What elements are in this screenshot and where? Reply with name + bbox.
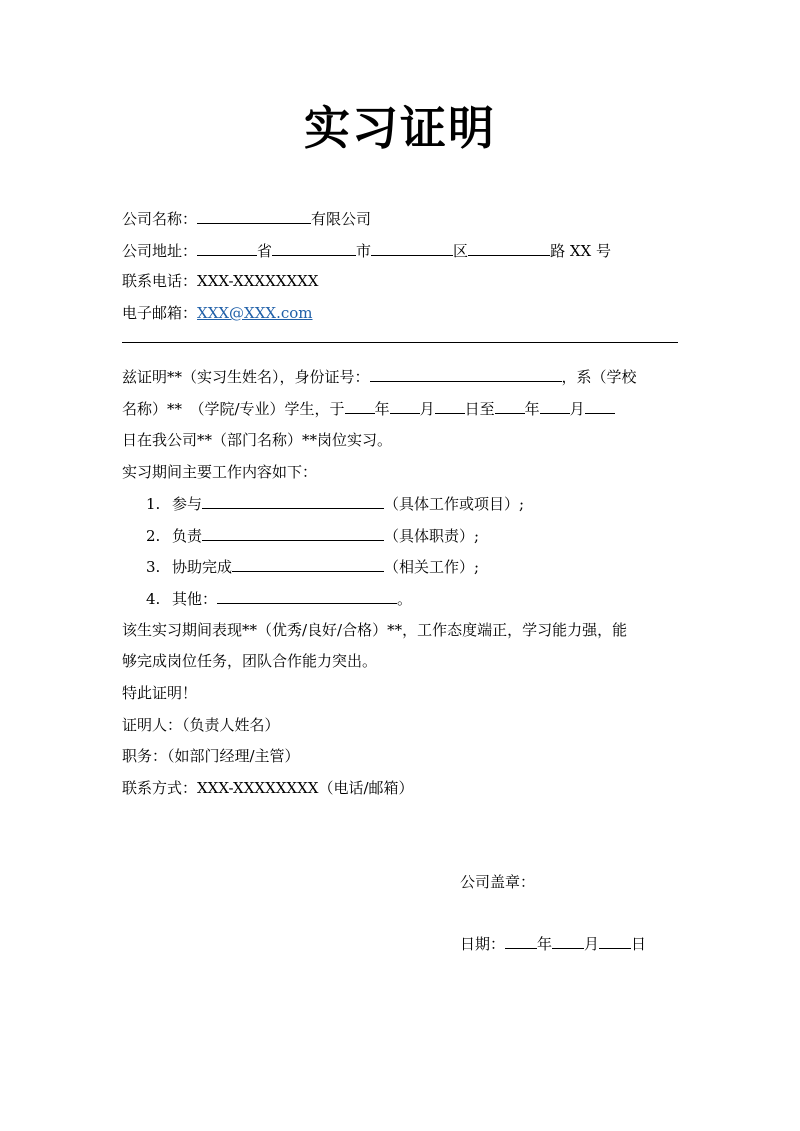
district-blank[interactable] xyxy=(371,240,453,256)
duty-label: 其他： xyxy=(172,590,218,608)
start-year-text: 年 xyxy=(374,400,390,418)
performance-line-2: 够完成岗位任务，团队合作能力突出。 xyxy=(122,652,378,670)
start-year-blank[interactable] xyxy=(345,398,375,414)
duty-suffix: （相关工作）; xyxy=(384,558,480,576)
company-phone-line xyxy=(122,271,318,291)
end-year-text: 年 xyxy=(524,400,540,418)
header-divider xyxy=(122,342,678,343)
company-name-label: 公司名称： xyxy=(122,210,198,228)
duty-label: 负责 xyxy=(172,527,203,545)
school-text: 名称）** （学院/专业）学生，于 xyxy=(122,400,345,418)
province-blank[interactable] xyxy=(197,240,257,256)
body-paragraph-line-3: 日在我公司**（部门名称）**岗位实习。 xyxy=(122,431,393,449)
contact-line: 联系方式：XXX-XXXXXXXX（电话/邮箱） xyxy=(122,779,414,797)
date-label: 日期： xyxy=(460,935,506,953)
certifier-line: 证明人：（负责人姓名） xyxy=(122,716,280,734)
duty-number: 3. xyxy=(146,558,161,576)
body-paragraph-line-1 xyxy=(122,366,637,387)
start-month-text: 月 xyxy=(419,400,435,418)
duty-blank[interactable] xyxy=(202,493,384,509)
start-day-blank[interactable] xyxy=(435,398,465,414)
duty-blank[interactable] xyxy=(232,556,384,572)
company-name-blank[interactable] xyxy=(197,208,311,224)
duty-suffix: （具体工作或项目）; xyxy=(384,495,525,513)
city-blank[interactable] xyxy=(272,240,356,256)
duty-item xyxy=(146,493,524,514)
date-day-text: 日 xyxy=(631,935,647,953)
id-statement-text: 兹证明**（实习生姓名），身份证号： xyxy=(122,368,370,386)
start-month-blank[interactable] xyxy=(390,398,420,414)
duties-intro: 实习期间主要工作内容如下： xyxy=(122,463,318,481)
end-month-text: 月 xyxy=(569,400,585,418)
road-blank[interactable] xyxy=(468,240,550,256)
date-month-text: 月 xyxy=(584,935,600,953)
duty-blank[interactable] xyxy=(202,525,384,541)
duty-number: 2. xyxy=(146,527,161,545)
duty-item xyxy=(146,588,412,609)
body-paragraph-line-2 xyxy=(122,398,615,419)
position-line: 职务：（如部门经理/主管） xyxy=(122,747,300,765)
city-text: 市 xyxy=(356,242,372,260)
company-phone-value: XXX-XXXXXXXX xyxy=(197,272,319,290)
start-day-to-text: 日至 xyxy=(464,400,495,418)
duty-suffix: （具体职责）; xyxy=(384,527,480,545)
duty-number: 4. xyxy=(146,590,161,608)
id-number-blank[interactable] xyxy=(370,366,562,382)
duty-label: 协助完成 xyxy=(172,558,233,576)
company-seal-label: 公司盖章： xyxy=(460,873,536,891)
company-email-link[interactable]: XXX@XXX.com xyxy=(197,304,313,322)
company-address-line xyxy=(122,240,611,261)
date-year-blank[interactable] xyxy=(505,933,537,949)
company-email-label: 电子邮箱： xyxy=(122,304,198,322)
certify-statement: 特此证明！ xyxy=(122,684,198,702)
company-phone-label: 联系电话： xyxy=(122,272,198,290)
date-line xyxy=(460,933,646,954)
company-address-label: 公司地址： xyxy=(122,242,198,260)
date-day-blank[interactable] xyxy=(599,933,631,949)
duty-number: 1. xyxy=(146,495,161,513)
company-name-suffix: 有限公司 xyxy=(311,210,372,228)
district-text: 区 xyxy=(453,242,469,260)
date-year-text: 年 xyxy=(537,935,553,953)
school-prefix-text: ，系（学校 xyxy=(561,368,637,386)
road-text: 路 XX 号 xyxy=(550,242,611,260)
duty-item xyxy=(146,525,479,546)
end-month-blank[interactable] xyxy=(540,398,570,414)
company-name-line xyxy=(122,208,371,229)
duty-label: 参与 xyxy=(172,495,203,513)
date-month-blank[interactable] xyxy=(552,933,584,949)
end-day-blank[interactable] xyxy=(585,398,615,414)
document-title: 实习证明 xyxy=(304,101,496,155)
province-text: 省 xyxy=(257,242,273,260)
duty-blank[interactable] xyxy=(217,588,397,604)
performance-line-1: 该生实习期间表现**（优秀/良好/合格）**，工作态度端正，学习能力强，能 xyxy=(122,621,628,639)
duty-item xyxy=(146,556,479,577)
company-email-line xyxy=(122,303,313,323)
end-year-blank[interactable] xyxy=(495,398,525,414)
duty-suffix: 。 xyxy=(397,590,413,608)
